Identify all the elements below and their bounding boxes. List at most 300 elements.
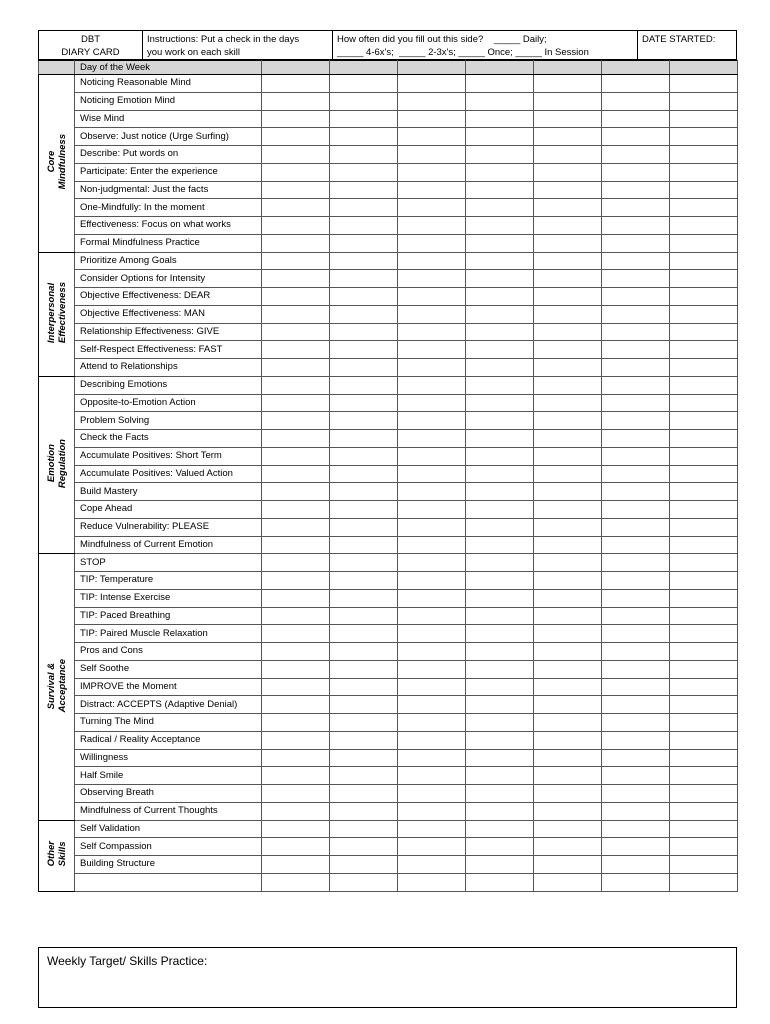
day-check-cell[interactable]: [398, 501, 466, 519]
day-check-cell[interactable]: [262, 572, 330, 590]
day-check-cell[interactable]: [262, 447, 330, 465]
day-check-cell[interactable]: [398, 146, 466, 164]
day-check-cell[interactable]: [670, 341, 738, 359]
day-check-cell[interactable]: [670, 643, 738, 661]
day-check-cell[interactable]: [670, 430, 738, 448]
day-check-cell[interactable]: [466, 518, 534, 536]
day-check-cell[interactable]: [534, 625, 602, 643]
day-check-cell[interactable]: [398, 785, 466, 803]
day-check-cell[interactable]: [534, 412, 602, 430]
day-check-cell[interactable]: [602, 199, 670, 217]
day-check-cell[interactable]: [670, 252, 738, 270]
day-check-cell[interactable]: [330, 359, 398, 377]
day-check-cell[interactable]: [534, 359, 602, 377]
day-check-cell[interactable]: [262, 501, 330, 519]
day-check-cell[interactable]: [670, 678, 738, 696]
day-check-cell[interactable]: [466, 678, 534, 696]
day-check-cell[interactable]: [670, 785, 738, 803]
day-check-cell[interactable]: [398, 75, 466, 93]
day-check-cell[interactable]: [262, 536, 330, 554]
day-check-cell[interactable]: [670, 607, 738, 625]
day-check-cell[interactable]: [330, 572, 398, 590]
day-check-cell[interactable]: [670, 856, 738, 874]
day-check-cell[interactable]: [330, 465, 398, 483]
day-check-cell[interactable]: [670, 270, 738, 288]
day-header-cell[interactable]: [602, 61, 670, 75]
day-check-cell[interactable]: [670, 323, 738, 341]
day-check-cell[interactable]: [330, 394, 398, 412]
day-check-cell[interactable]: [534, 483, 602, 501]
day-check-cell[interactable]: [534, 305, 602, 323]
day-check-cell[interactable]: [670, 394, 738, 412]
day-check-cell[interactable]: [534, 572, 602, 590]
day-check-cell[interactable]: [262, 288, 330, 306]
day-check-cell[interactable]: [330, 518, 398, 536]
day-check-cell[interactable]: [602, 483, 670, 501]
day-check-cell[interactable]: [602, 838, 670, 856]
day-check-cell[interactable]: [466, 447, 534, 465]
day-check-cell[interactable]: [466, 234, 534, 252]
day-check-cell[interactable]: [466, 75, 534, 93]
day-header-cell[interactable]: [330, 61, 398, 75]
day-check-cell[interactable]: [670, 359, 738, 377]
day-check-cell[interactable]: [534, 731, 602, 749]
day-check-cell[interactable]: [534, 536, 602, 554]
day-check-cell[interactable]: [534, 696, 602, 714]
day-check-cell[interactable]: [670, 802, 738, 820]
day-check-cell[interactable]: [330, 714, 398, 732]
day-check-cell[interactable]: [262, 838, 330, 856]
day-check-cell[interactable]: [466, 625, 534, 643]
day-check-cell[interactable]: [602, 447, 670, 465]
day-check-cell[interactable]: [602, 163, 670, 181]
day-check-cell[interactable]: [398, 323, 466, 341]
day-check-cell[interactable]: [602, 341, 670, 359]
day-header-cell[interactable]: [534, 61, 602, 75]
day-check-cell[interactable]: [262, 873, 330, 891]
day-check-cell[interactable]: [398, 643, 466, 661]
day-check-cell[interactable]: [262, 678, 330, 696]
day-check-cell[interactable]: [262, 75, 330, 93]
day-check-cell[interactable]: [262, 518, 330, 536]
day-check-cell[interactable]: [262, 199, 330, 217]
day-check-cell[interactable]: [262, 110, 330, 128]
day-check-cell[interactable]: [670, 501, 738, 519]
day-check-cell[interactable]: [534, 518, 602, 536]
day-check-cell[interactable]: [330, 589, 398, 607]
day-check-cell[interactable]: [670, 749, 738, 767]
day-check-cell[interactable]: [398, 270, 466, 288]
day-check-cell[interactable]: [534, 873, 602, 891]
day-check-cell[interactable]: [602, 270, 670, 288]
day-check-cell[interactable]: [602, 589, 670, 607]
day-check-cell[interactable]: [398, 234, 466, 252]
day-check-cell[interactable]: [466, 607, 534, 625]
day-check-cell[interactable]: [330, 607, 398, 625]
day-check-cell[interactable]: [398, 376, 466, 394]
day-check-cell[interactable]: [534, 554, 602, 572]
day-check-cell[interactable]: [602, 288, 670, 306]
day-check-cell[interactable]: [670, 625, 738, 643]
day-check-cell[interactable]: [262, 483, 330, 501]
day-check-cell[interactable]: [330, 128, 398, 146]
day-check-cell[interactable]: [398, 465, 466, 483]
day-check-cell[interactable]: [602, 731, 670, 749]
day-check-cell[interactable]: [534, 767, 602, 785]
day-check-cell[interactable]: [602, 785, 670, 803]
day-check-cell[interactable]: [262, 660, 330, 678]
day-check-cell[interactable]: [398, 110, 466, 128]
day-check-cell[interactable]: [262, 146, 330, 164]
day-check-cell[interactable]: [330, 554, 398, 572]
day-header-cell[interactable]: [466, 61, 534, 75]
day-check-cell[interactable]: [398, 678, 466, 696]
day-check-cell[interactable]: [330, 483, 398, 501]
day-check-cell[interactable]: [602, 873, 670, 891]
day-check-cell[interactable]: [262, 376, 330, 394]
day-check-cell[interactable]: [262, 217, 330, 235]
day-check-cell[interactable]: [262, 785, 330, 803]
day-check-cell[interactable]: [330, 660, 398, 678]
day-check-cell[interactable]: [330, 110, 398, 128]
day-check-cell[interactable]: [398, 767, 466, 785]
day-check-cell[interactable]: [398, 199, 466, 217]
day-check-cell[interactable]: [670, 731, 738, 749]
day-check-cell[interactable]: [398, 625, 466, 643]
day-check-cell[interactable]: [534, 341, 602, 359]
day-check-cell[interactable]: [262, 731, 330, 749]
day-check-cell[interactable]: [330, 785, 398, 803]
day-check-cell[interactable]: [466, 767, 534, 785]
day-check-cell[interactable]: [670, 518, 738, 536]
day-check-cell[interactable]: [534, 181, 602, 199]
day-check-cell[interactable]: [330, 234, 398, 252]
day-check-cell[interactable]: [602, 110, 670, 128]
day-check-cell[interactable]: [262, 589, 330, 607]
day-check-cell[interactable]: [670, 572, 738, 590]
day-check-cell[interactable]: [398, 394, 466, 412]
day-check-cell[interactable]: [262, 643, 330, 661]
day-check-cell[interactable]: [534, 252, 602, 270]
day-check-cell[interactable]: [602, 359, 670, 377]
day-check-cell[interactable]: [534, 820, 602, 838]
day-check-cell[interactable]: [602, 128, 670, 146]
day-check-cell[interactable]: [330, 288, 398, 306]
day-check-cell[interactable]: [602, 660, 670, 678]
day-check-cell[interactable]: [466, 873, 534, 891]
day-check-cell[interactable]: [602, 856, 670, 874]
day-check-cell[interactable]: [398, 536, 466, 554]
day-check-cell[interactable]: [262, 92, 330, 110]
day-check-cell[interactable]: [398, 802, 466, 820]
day-check-cell[interactable]: [330, 146, 398, 164]
day-check-cell[interactable]: [466, 252, 534, 270]
day-check-cell[interactable]: [330, 199, 398, 217]
day-check-cell[interactable]: [602, 501, 670, 519]
day-check-cell[interactable]: [466, 785, 534, 803]
day-check-cell[interactable]: [330, 873, 398, 891]
day-check-cell[interactable]: [534, 110, 602, 128]
day-check-cell[interactable]: [330, 838, 398, 856]
day-check-cell[interactable]: [398, 696, 466, 714]
day-check-cell[interactable]: [602, 146, 670, 164]
day-check-cell[interactable]: [330, 731, 398, 749]
day-check-cell[interactable]: [534, 838, 602, 856]
day-check-cell[interactable]: [534, 447, 602, 465]
day-check-cell[interactable]: [330, 217, 398, 235]
day-check-cell[interactable]: [602, 625, 670, 643]
day-check-cell[interactable]: [330, 305, 398, 323]
day-check-cell[interactable]: [670, 234, 738, 252]
day-check-cell[interactable]: [670, 820, 738, 838]
day-check-cell[interactable]: [398, 252, 466, 270]
day-check-cell[interactable]: [466, 359, 534, 377]
day-check-cell[interactable]: [398, 128, 466, 146]
day-check-cell[interactable]: [670, 376, 738, 394]
day-check-cell[interactable]: [262, 802, 330, 820]
day-check-cell[interactable]: [398, 838, 466, 856]
day-check-cell[interactable]: [398, 749, 466, 767]
day-check-cell[interactable]: [466, 838, 534, 856]
day-check-cell[interactable]: [670, 199, 738, 217]
day-check-cell[interactable]: [466, 430, 534, 448]
day-check-cell[interactable]: [466, 341, 534, 359]
day-check-cell[interactable]: [670, 412, 738, 430]
day-check-cell[interactable]: [262, 181, 330, 199]
day-check-cell[interactable]: [466, 199, 534, 217]
day-check-cell[interactable]: [670, 838, 738, 856]
day-check-cell[interactable]: [262, 607, 330, 625]
day-check-cell[interactable]: [262, 359, 330, 377]
day-check-cell[interactable]: [262, 163, 330, 181]
day-check-cell[interactable]: [534, 376, 602, 394]
day-check-cell[interactable]: [466, 554, 534, 572]
day-check-cell[interactable]: [670, 483, 738, 501]
day-check-cell[interactable]: [466, 536, 534, 554]
day-check-cell[interactable]: [534, 146, 602, 164]
day-check-cell[interactable]: [398, 660, 466, 678]
day-check-cell[interactable]: [534, 749, 602, 767]
day-check-cell[interactable]: [466, 696, 534, 714]
day-check-cell[interactable]: [670, 217, 738, 235]
day-check-cell[interactable]: [466, 110, 534, 128]
day-check-cell[interactable]: [262, 856, 330, 874]
day-check-cell[interactable]: [602, 252, 670, 270]
day-check-cell[interactable]: [330, 163, 398, 181]
day-check-cell[interactable]: [670, 92, 738, 110]
day-check-cell[interactable]: [466, 856, 534, 874]
day-check-cell[interactable]: [466, 749, 534, 767]
day-check-cell[interactable]: [602, 323, 670, 341]
day-check-cell[interactable]: [466, 376, 534, 394]
day-check-cell[interactable]: [670, 163, 738, 181]
day-check-cell[interactable]: [398, 714, 466, 732]
day-check-cell[interactable]: [262, 128, 330, 146]
day-check-cell[interactable]: [534, 163, 602, 181]
day-check-cell[interactable]: [534, 288, 602, 306]
day-check-cell[interactable]: [466, 660, 534, 678]
day-check-cell[interactable]: [602, 376, 670, 394]
day-check-cell[interactable]: [534, 270, 602, 288]
day-check-cell[interactable]: [330, 412, 398, 430]
day-header-cell[interactable]: [262, 61, 330, 75]
day-check-cell[interactable]: [602, 430, 670, 448]
day-check-cell[interactable]: [534, 430, 602, 448]
day-check-cell[interactable]: [670, 288, 738, 306]
day-check-cell[interactable]: [398, 607, 466, 625]
day-check-cell[interactable]: [398, 483, 466, 501]
day-check-cell[interactable]: [602, 518, 670, 536]
day-check-cell[interactable]: [602, 181, 670, 199]
day-check-cell[interactable]: [330, 270, 398, 288]
day-check-cell[interactable]: [262, 323, 330, 341]
day-check-cell[interactable]: [670, 536, 738, 554]
day-check-cell[interactable]: [466, 323, 534, 341]
day-check-cell[interactable]: [330, 92, 398, 110]
day-check-cell[interactable]: [670, 696, 738, 714]
day-check-cell[interactable]: [398, 359, 466, 377]
day-check-cell[interactable]: [330, 181, 398, 199]
day-check-cell[interactable]: [466, 802, 534, 820]
day-check-cell[interactable]: [466, 572, 534, 590]
day-check-cell[interactable]: [398, 447, 466, 465]
day-check-cell[interactable]: [466, 305, 534, 323]
day-check-cell[interactable]: [466, 217, 534, 235]
day-check-cell[interactable]: [534, 785, 602, 803]
day-check-cell[interactable]: [330, 341, 398, 359]
day-check-cell[interactable]: [466, 501, 534, 519]
day-check-cell[interactable]: [330, 430, 398, 448]
day-check-cell[interactable]: [602, 394, 670, 412]
day-check-cell[interactable]: [602, 536, 670, 554]
day-check-cell[interactable]: [398, 412, 466, 430]
day-check-cell[interactable]: [262, 270, 330, 288]
day-check-cell[interactable]: [398, 873, 466, 891]
day-check-cell[interactable]: [534, 607, 602, 625]
day-check-cell[interactable]: [466, 465, 534, 483]
day-check-cell[interactable]: [262, 749, 330, 767]
day-check-cell[interactable]: [466, 483, 534, 501]
day-check-cell[interactable]: [534, 501, 602, 519]
day-check-cell[interactable]: [262, 465, 330, 483]
day-check-cell[interactable]: [330, 643, 398, 661]
day-check-cell[interactable]: [534, 394, 602, 412]
day-check-cell[interactable]: [398, 92, 466, 110]
day-check-cell[interactable]: [602, 714, 670, 732]
day-check-cell[interactable]: [670, 75, 738, 93]
day-check-cell[interactable]: [670, 128, 738, 146]
day-check-cell[interactable]: [602, 696, 670, 714]
day-check-cell[interactable]: [602, 820, 670, 838]
day-check-cell[interactable]: [670, 873, 738, 891]
day-check-cell[interactable]: [670, 660, 738, 678]
date-started-field[interactable]: [638, 31, 736, 59]
day-check-cell[interactable]: [670, 181, 738, 199]
day-check-cell[interactable]: [602, 234, 670, 252]
day-header-cell[interactable]: [398, 61, 466, 75]
day-check-cell[interactable]: [466, 412, 534, 430]
day-check-cell[interactable]: [262, 714, 330, 732]
day-check-cell[interactable]: [262, 820, 330, 838]
day-check-cell[interactable]: [330, 678, 398, 696]
day-check-cell[interactable]: [398, 430, 466, 448]
day-check-cell[interactable]: [398, 589, 466, 607]
day-check-cell[interactable]: [398, 181, 466, 199]
day-check-cell[interactable]: [262, 305, 330, 323]
day-check-cell[interactable]: [602, 572, 670, 590]
day-check-cell[interactable]: [534, 643, 602, 661]
day-check-cell[interactable]: [330, 820, 398, 838]
day-check-cell[interactable]: [534, 234, 602, 252]
day-check-cell[interactable]: [602, 678, 670, 696]
day-check-cell[interactable]: [330, 749, 398, 767]
day-check-cell[interactable]: [398, 856, 466, 874]
day-check-cell[interactable]: [466, 163, 534, 181]
day-check-cell[interactable]: [602, 749, 670, 767]
day-check-cell[interactable]: [602, 75, 670, 93]
day-check-cell[interactable]: [534, 589, 602, 607]
day-check-cell[interactable]: [466, 146, 534, 164]
day-check-cell[interactable]: [534, 465, 602, 483]
day-check-cell[interactable]: [534, 92, 602, 110]
day-check-cell[interactable]: [670, 767, 738, 785]
day-check-cell[interactable]: [466, 820, 534, 838]
day-check-cell[interactable]: [262, 696, 330, 714]
day-check-cell[interactable]: [534, 714, 602, 732]
day-check-cell[interactable]: [534, 75, 602, 93]
day-check-cell[interactable]: [262, 625, 330, 643]
day-check-cell[interactable]: [262, 234, 330, 252]
day-check-cell[interactable]: [602, 305, 670, 323]
day-check-cell[interactable]: [670, 554, 738, 572]
weekly-target-box[interactable]: [38, 947, 737, 1008]
day-check-cell[interactable]: [466, 92, 534, 110]
day-check-cell[interactable]: [262, 252, 330, 270]
day-check-cell[interactable]: [330, 856, 398, 874]
day-check-cell[interactable]: [398, 217, 466, 235]
day-check-cell[interactable]: [534, 323, 602, 341]
day-check-cell[interactable]: [466, 394, 534, 412]
day-check-cell[interactable]: [330, 447, 398, 465]
day-check-cell[interactable]: [670, 447, 738, 465]
day-check-cell[interactable]: [466, 288, 534, 306]
day-check-cell[interactable]: [602, 767, 670, 785]
day-check-cell[interactable]: [398, 163, 466, 181]
day-check-cell[interactable]: [670, 465, 738, 483]
day-check-cell[interactable]: [330, 75, 398, 93]
day-check-cell[interactable]: [466, 714, 534, 732]
day-check-cell[interactable]: [262, 341, 330, 359]
day-check-cell[interactable]: [330, 767, 398, 785]
day-check-cell[interactable]: [330, 501, 398, 519]
day-check-cell[interactable]: [398, 518, 466, 536]
day-check-cell[interactable]: [534, 678, 602, 696]
day-check-cell[interactable]: [466, 181, 534, 199]
day-check-cell[interactable]: [398, 305, 466, 323]
day-check-cell[interactable]: [602, 802, 670, 820]
day-check-cell[interactable]: [262, 412, 330, 430]
day-check-cell[interactable]: [330, 323, 398, 341]
day-check-cell[interactable]: [602, 465, 670, 483]
day-check-cell[interactable]: [534, 802, 602, 820]
day-check-cell[interactable]: [330, 252, 398, 270]
day-check-cell[interactable]: [466, 643, 534, 661]
day-check-cell[interactable]: [602, 92, 670, 110]
day-check-cell[interactable]: [398, 554, 466, 572]
day-check-cell[interactable]: [670, 146, 738, 164]
day-check-cell[interactable]: [466, 589, 534, 607]
day-check-cell[interactable]: [398, 341, 466, 359]
